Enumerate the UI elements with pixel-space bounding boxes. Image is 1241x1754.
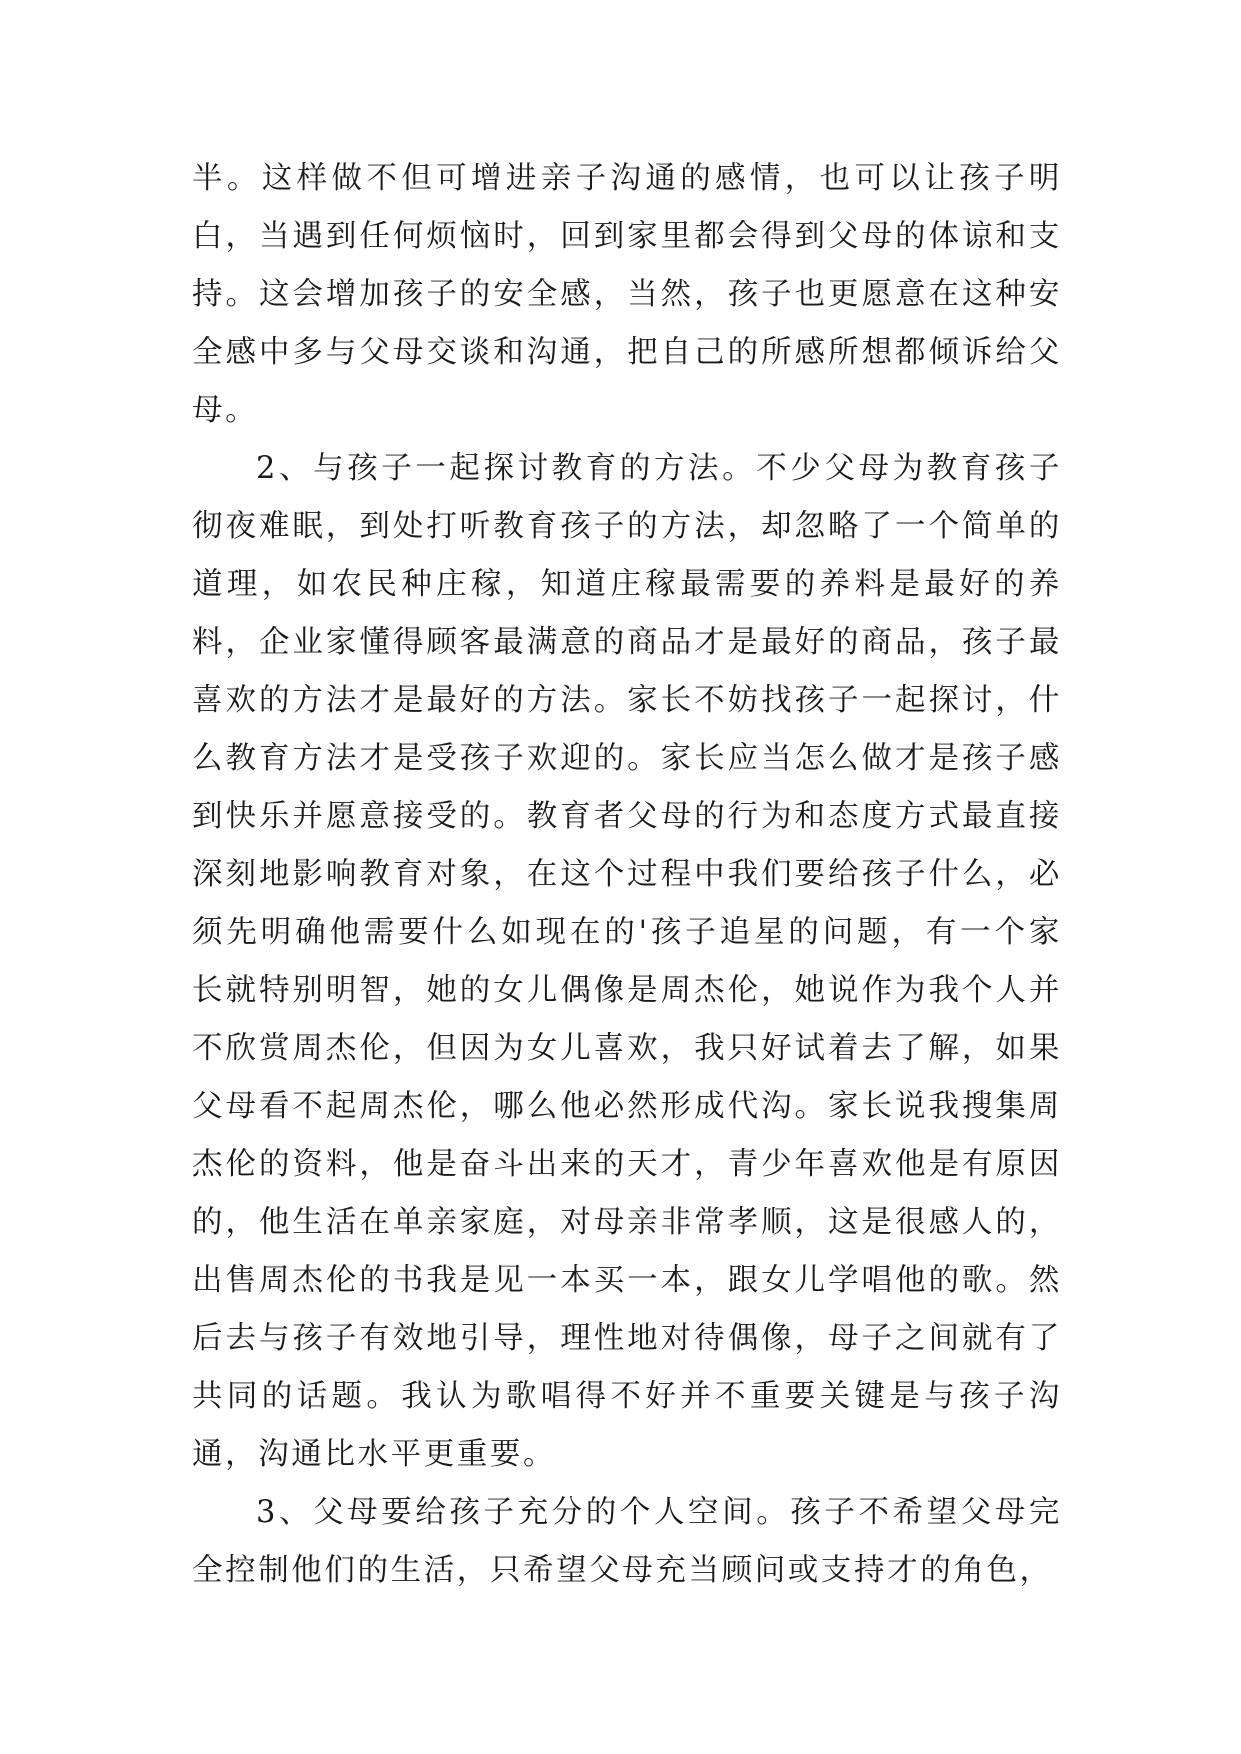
paragraph-point-2: 2、与孩子一起探讨教育的方法。不少父母为教育孩子彻夜难眠，到处打听教育孩子的方法，却忽略了一个简单的道理，如农民种庄稼，知道庄稼最需要的养料是最好的养料，企业家懂得顾客最满意的商品才是最好的商品，孩子最喜欢的方法才是最好的方法。家长不妨找孩子一起探讨，什么教育方法才是受孩子欢迎的。家长应当怎么做才是孩子感到快乐并愿意接受的。教育者父母的行为和态度方式最直接深刻地影响教育对象，在这个过程中我们要给孩子什么，必须先明确他需要什么如现在的'孩子追星的问题，有一个家长就特别明智，她的女儿偶像是周杰伦，她说作为我个人并不欣赏周杰伦，但因为女儿喜欢，我只好试着去了解，如果父母看不起周杰伦，哪么他必然形成代沟。家长说我搜集周杰伦的资料，他是奋斗出来的天才，青少年喜欢他是有原因的，他生活在单亲家庭，对母亲非常孝顺，这是很感人的，出售周杰伦的书我是见一本买一本，跟女儿学唱他的歌。然后去与孩子有效地引导，理性地对待偶像，母子之间就有了共同的话题。我认为歌唱得不好并不重要关键是与孩子沟通，沟通比水平更重要。 xyxy=(192,451,1062,1472)
paragraph-point-3: 3、父母要给孩子充分的个人空间。孩子不希望父母完全控制他们的生活，只希望父母充当顾问或支持才的角色， xyxy=(192,1495,1062,1588)
body-text xyxy=(192,150,1062,1600)
paragraph-continuation: 半。这样做不但可增进亲子沟通的感情，也可以让孩子明白，当遇到任何烦恼时，回到家里都会得到父母的体谅和支持。这会增加孩子的安全感，当然，孩子也更愿意在这种安全感中多与父母交谈和沟通，把自己的所感所想都倾诉给父母。 xyxy=(192,161,1062,428)
